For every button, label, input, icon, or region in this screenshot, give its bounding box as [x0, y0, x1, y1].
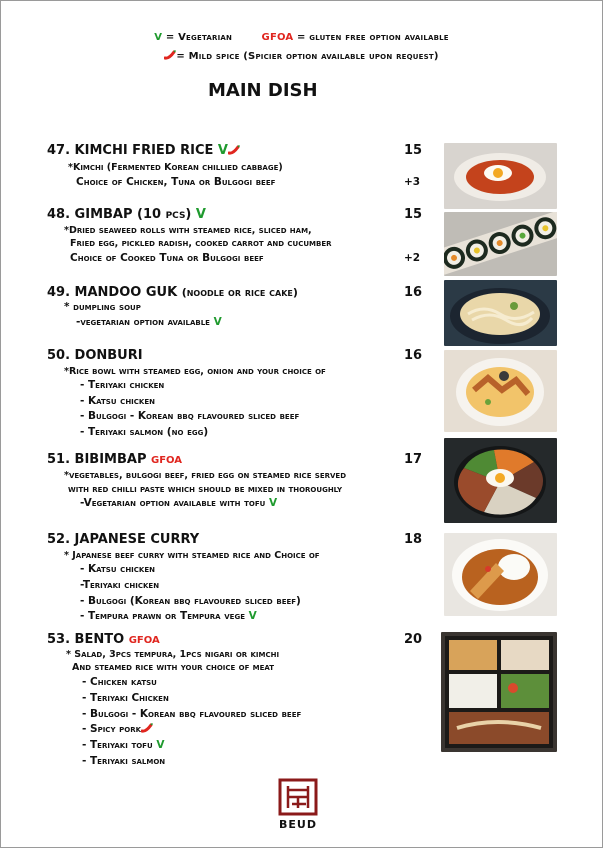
dish-option: - Chicken katsu	[82, 676, 157, 688]
vegetarian-tag: V	[156, 739, 165, 751]
beud-logo	[274, 778, 322, 820]
dish-49-name-row	[47, 285, 298, 300]
dish-option: - Teriyaki Chicken	[82, 692, 169, 704]
dish-option: -Teriyaki chicken	[80, 579, 160, 591]
donburi-photo	[444, 350, 557, 432]
page-title: MAIN DISH	[208, 80, 318, 101]
dish-option: - Katsu chicken	[80, 563, 155, 575]
dish-description: * dumpling soup	[64, 301, 141, 313]
dish-option-row	[82, 739, 164, 751]
dish-option: -vegetarian option available	[76, 316, 210, 328]
dish-price: 17	[404, 452, 423, 467]
dish-choice: Choice of Cooked Tuna or Bulgogi beef	[70, 252, 264, 264]
vegetarian-tag: V	[217, 143, 228, 158]
dish-name: 51. BIBIMBAP	[47, 452, 147, 467]
dish-choice: Choice of Chicken, Tuna or Bulgogi beef	[76, 176, 276, 188]
dish-description: *Dried seaweed rolls with steamed rice, sliced ham,	[64, 225, 312, 236]
dish-option: - Tempura prawn or Tempura vege	[80, 610, 245, 622]
dish-option-row	[80, 610, 257, 622]
dish-option: - Teriyaki salmon (no egg)	[80, 426, 209, 438]
dish-51-name-row	[47, 452, 182, 467]
bibimbap-photo	[444, 438, 557, 523]
dish-option: - Teriyaki salmon	[82, 755, 166, 767]
dish-option: -Vegetarian option available with tofu	[80, 497, 266, 509]
dish-option-row	[80, 497, 277, 509]
vegetarian-tag: V	[195, 207, 206, 222]
japanese-curry-photo	[444, 533, 557, 616]
dish-option: - Spicy pork	[82, 723, 142, 735]
dish-name-variant: (noodle or rice cake)	[181, 286, 298, 299]
dish-name: 50. DONBURI	[47, 348, 143, 363]
legend-line-1	[0, 32, 603, 43]
dish-price: 15	[404, 143, 423, 158]
dish-48-name-row	[47, 207, 206, 222]
mandoo-guk-photo	[444, 280, 557, 346]
dish-description: * Salad, 3pcs tempura, 1pcs nigari or kimchi	[66, 649, 280, 660]
dish-name: 53. BENTO	[47, 632, 125, 647]
chili-icon	[228, 145, 240, 155]
dish-option: - Bulgogi - Korean bbq flavoured sliced beef	[80, 410, 300, 422]
dish-name: 52. JAPANESE CURRY	[47, 532, 200, 547]
dish-extra-price: +3	[404, 176, 421, 188]
dish-price: 16	[404, 348, 423, 363]
spice-legend: = Mild spice (Spicier option available upon request)	[176, 51, 439, 62]
dish-option: - Teriyaki tofu	[82, 739, 153, 751]
dish-option-row	[76, 316, 222, 328]
dish-description: * Japanese beef curry with steamed rice and Choice of	[64, 550, 320, 561]
dish-option: - Teriyaki chicken	[80, 379, 165, 391]
vegetarian-legend: = Vegetarian	[165, 32, 233, 43]
vegetarian-tag: V	[269, 497, 278, 509]
dish-description: with red chilli paste which should be mixed in thoroughly	[68, 484, 343, 495]
dish-extra-price: +2	[404, 252, 421, 264]
legend-line-2	[0, 50, 603, 62]
logo-text: BEUD	[279, 818, 317, 831]
dish-description: *Rice bowl with steamed egg, onion and your choice of	[64, 366, 326, 377]
dish-47-name-row	[47, 143, 240, 158]
dish-option-row	[82, 723, 153, 735]
vegetarian-tag: V	[213, 316, 222, 328]
dish-price: 15	[404, 207, 423, 222]
vegetarian-mark: V	[154, 32, 163, 43]
gfoa-tag: GFOA	[128, 635, 160, 646]
dish-name: 49. MANDOO GUK	[47, 285, 178, 300]
dish-description: And steamed rice with your choice of meat	[72, 662, 275, 673]
vegetarian-tag: V	[248, 610, 257, 622]
dish-description: *Kimchi (Fermented Korean chillied cabbage)	[68, 162, 283, 173]
dish-price: 20	[404, 632, 423, 647]
gimbap-photo	[444, 212, 557, 276]
dish-price: 18	[404, 532, 423, 547]
gfoa-legend: = gluten free option available	[297, 32, 449, 43]
dish-name: 48. GIMBAP (10 pcs)	[47, 207, 192, 222]
chili-icon	[141, 723, 153, 733]
dish-description: *vegetables, bulgogi beef, fried egg on steamed rice served	[64, 470, 347, 481]
beud-logo-icon	[278, 778, 318, 816]
gfoa-tag: GFOA	[151, 455, 183, 466]
chili-icon	[164, 50, 176, 60]
dish-option: - Bulgogi (Korean bbq flavoured sliced beef)	[80, 595, 301, 607]
kimchi-fried-rice-photo	[444, 143, 557, 209]
dish-name: 47. KIMCHI FRIED RICE	[47, 143, 214, 158]
dish-option: - Katsu chicken	[80, 395, 155, 407]
dish-53-name-row	[47, 632, 160, 647]
bento-photo	[441, 632, 557, 752]
dish-price: 16	[404, 285, 423, 300]
dish-description: Fried egg, pickled radish, cooked carrot and cucumber	[70, 238, 332, 249]
dish-option: - Bulgogi - Korean bbq flavoured sliced beef	[82, 708, 302, 720]
gfoa-mark: GFOA	[261, 32, 294, 43]
